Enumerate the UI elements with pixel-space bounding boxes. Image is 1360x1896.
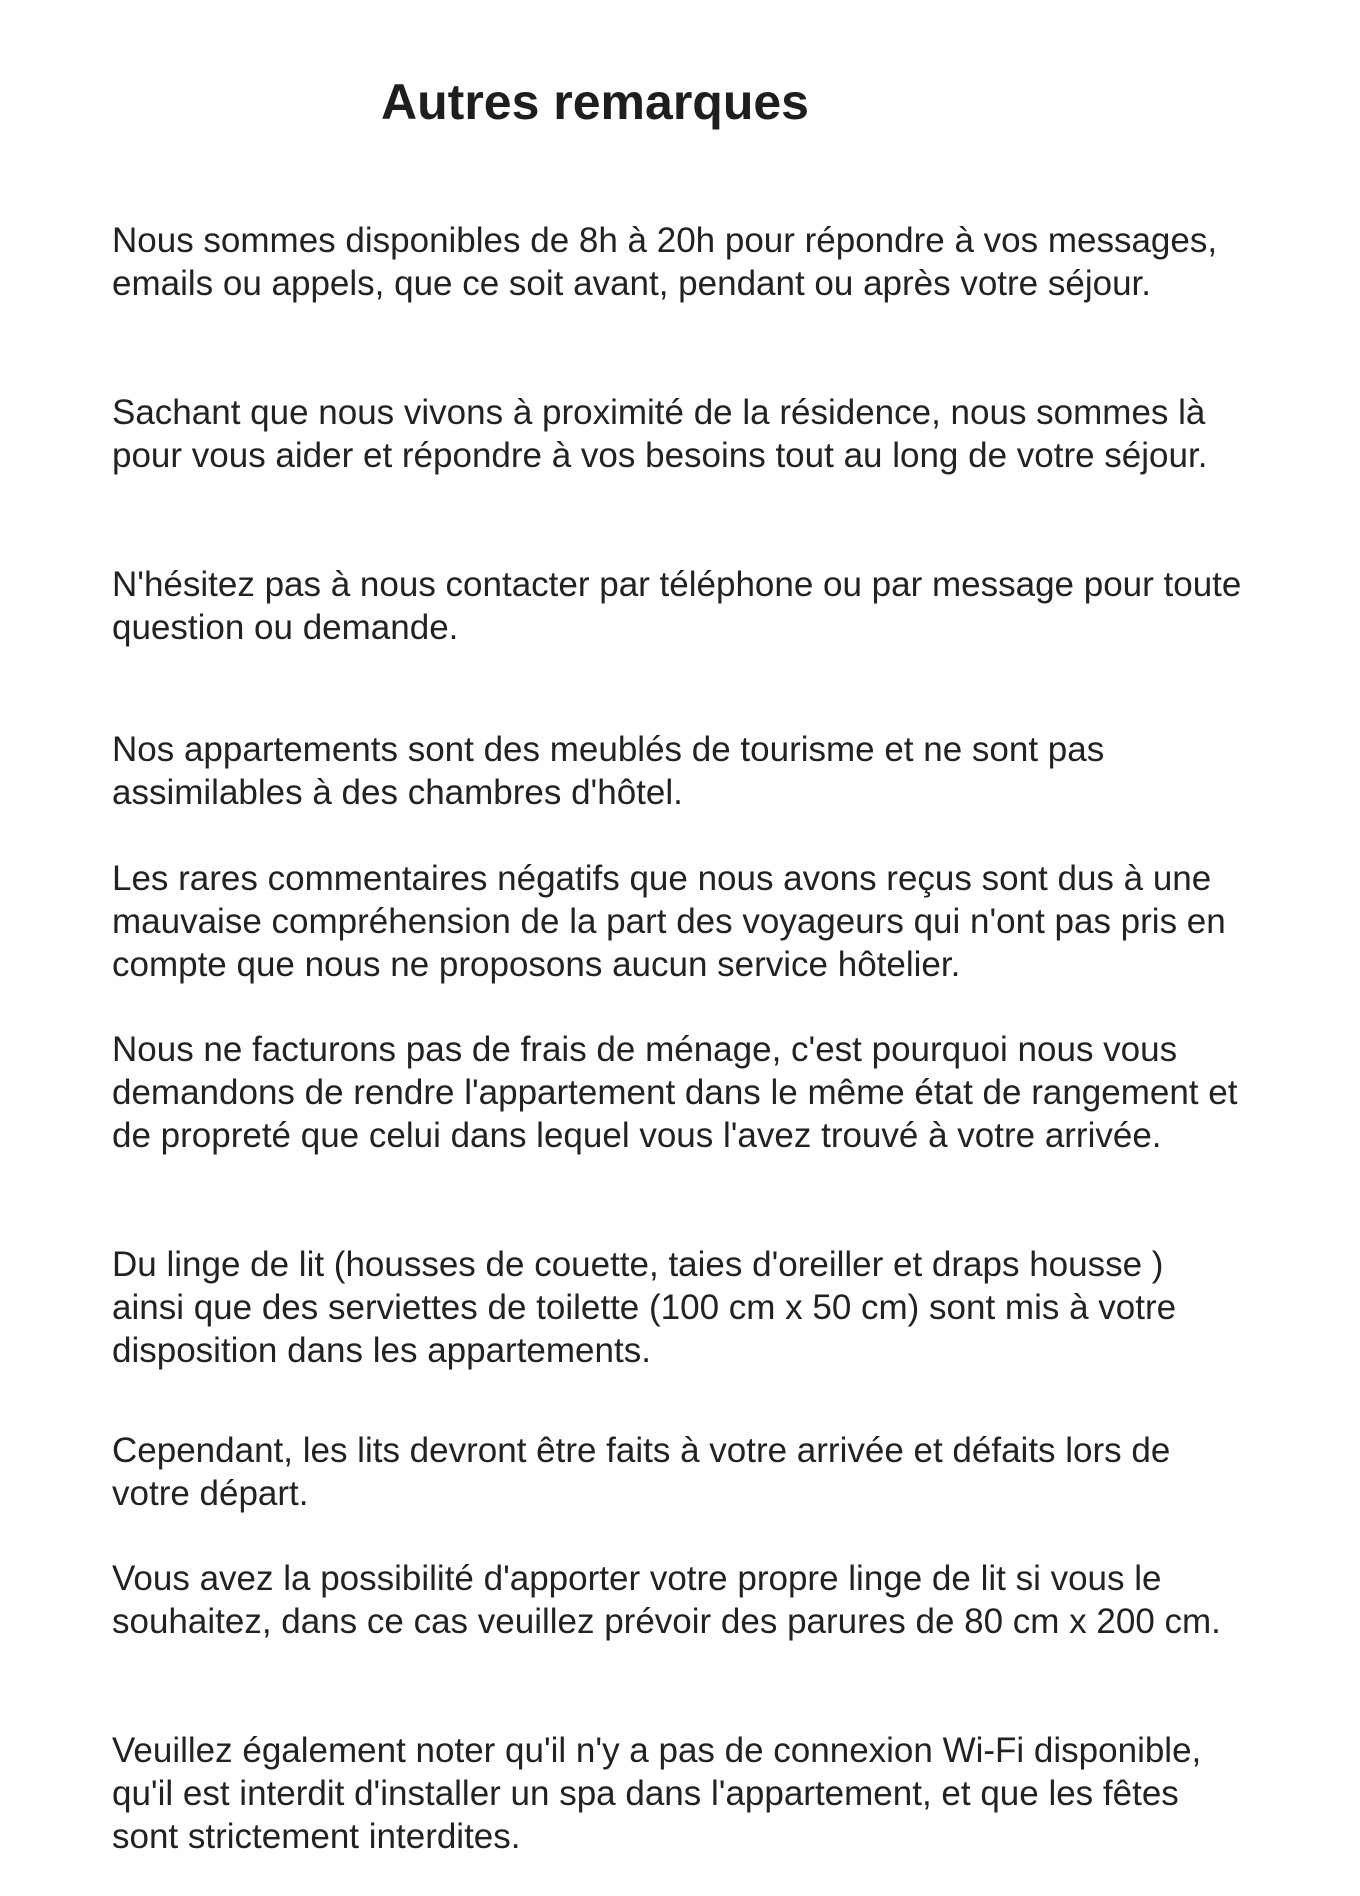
paragraph-bed-linen: Du linge de lit (housses de couette, taies d'oreiller et draps housse ) ainsi que des serviettes de toilette (100 cm x 50 cm) sont mis à votre disposition dans les appartements. bbox=[112, 1245, 1177, 1370]
paragraph-own-linen: Vous avez la possibilité d'apporter votre propre linge de lit si vous le souhaitez, dans ce cas veuillez prévoir des parures de 80 cm x 200 cm. bbox=[112, 1559, 1221, 1641]
paragraph-availability: Nous sommes disponibles de 8h à 20h pour répondre à vos messages, emails ou appels, que ce soit avant, pendant ou après votre séjour. bbox=[112, 221, 1218, 303]
paragraph-furnished-tourism: Nos appartements sont des meublés de tourisme et ne sont pas assimilables à des chambres d'hôtel. bbox=[112, 730, 1105, 812]
paragraph-proximity: Sachant que nous vivons à proximité de la résidence, nous sommes là pour vous aider et répondre à vos besoins tout au long de votre séjour. bbox=[112, 393, 1208, 475]
page-title: Autres remarques bbox=[381, 74, 809, 130]
paragraph-negative-reviews: Les rares commentaires négatifs que nous avons reçus sont dus à une mauvaise compréhension de la part des voyageurs qui n'ont pas pris en compte que nous ne proposons aucun service hôtelier. bbox=[112, 859, 1226, 984]
paragraph-contact: N'hésitez pas à nous contacter par téléphone ou par message pour toute question ou demande. bbox=[112, 565, 1242, 647]
paragraph-making-beds: Cependant, les lits devront être faits à votre arrivée et défaits lors de votre départ. bbox=[112, 1431, 1171, 1513]
paragraph-cleaning-fees: Nous ne facturons pas de frais de ménage, c'est pourquoi nous vous demandons de rendre l'appartement dans le même état de rangement et de propreté que celui dans lequel vous l'avez trouvé à votre arrivée. bbox=[112, 1030, 1238, 1155]
paragraph-house-rules: Veuillez également noter qu'il n'y a pas de connexion Wi-Fi disponible, qu'il est interdit d'installer un spa dans l'appartement, et que les fêtes sont strictement interdites. bbox=[112, 1731, 1202, 1856]
